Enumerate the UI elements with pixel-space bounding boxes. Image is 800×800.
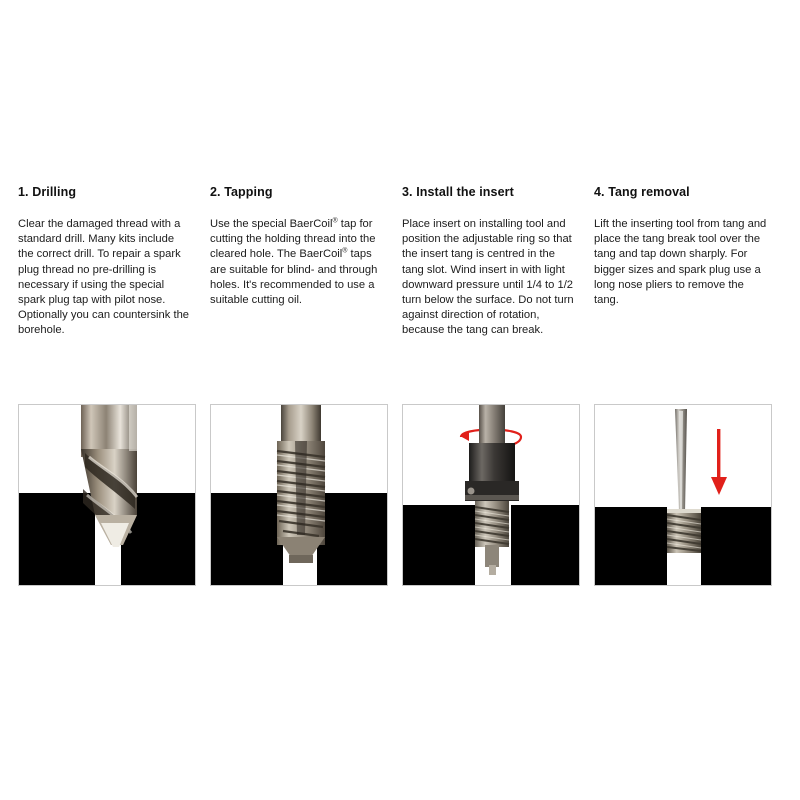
step-4-title: 4. Tang removal	[594, 185, 690, 199]
step-3-install-the-insert	[402, 185, 594, 339]
step-1-body: Clear the damaged thread with a standard drill. Many kits include the correct drill. To repair a spark plug thread no pre-drilling is necessary if using the special spark plug tap with pilot nose. Optionally you can countersink the borehole.	[18, 218, 190, 337]
drill-bit-in-borehole-icon	[19, 405, 196, 586]
steps-text-row	[18, 185, 786, 339]
step-2-body-part3: taps are suitable for blind- and through holes. It's recommended to use a suitable cutting oil.	[210, 248, 378, 307]
step-1-drilling	[18, 185, 210, 339]
step-1-title: 1. Drilling	[18, 185, 77, 199]
step-2-registered-mark-1: ®	[332, 217, 338, 225]
figure-4-panel	[594, 404, 772, 586]
step-2-tapping	[210, 185, 402, 339]
step-2-body-part2: tap for cutting the holding thread into the cleared hole. The BaerCoil	[210, 218, 376, 261]
figure-2	[210, 404, 402, 586]
figure-3	[402, 404, 594, 586]
figure-1-panel	[18, 404, 196, 586]
tang-break-tool-icon	[595, 405, 772, 586]
step-4-tang-removal	[594, 185, 786, 339]
installing-tool-with-insert-icon	[403, 405, 580, 586]
downward-arrow-icon	[711, 429, 727, 495]
step-3-body: Place insert on installing tool and position the adjustable ring so that the insert tang is centred in the tang slot. Wind insert in with light downward pressure until 1/4 to 1/2 turn below the surface. Do not turn against direction of rotation, because the tang can break.	[402, 218, 574, 337]
step-2-body	[210, 217, 384, 308]
figure-1	[18, 404, 210, 586]
figure-2-panel	[210, 404, 388, 586]
step-2-registered-mark-2: ®	[342, 247, 348, 255]
thread-tap-in-hole-icon	[211, 405, 388, 586]
step-2-body-part1: Use the special BaerCoil	[210, 218, 333, 230]
figures-row	[18, 404, 786, 586]
step-3-title: 3. Install the insert	[402, 185, 514, 199]
step-2-title: 2. Tapping	[210, 185, 273, 199]
figure-4	[594, 404, 786, 586]
step-4-body: Lift the inserting tool from tang and place the tang break tool over the tang and tap down sharply. For bigger sizes and spark plug use a long nose pliers to remove the tang.	[594, 218, 767, 307]
figure-3-panel	[402, 404, 580, 586]
